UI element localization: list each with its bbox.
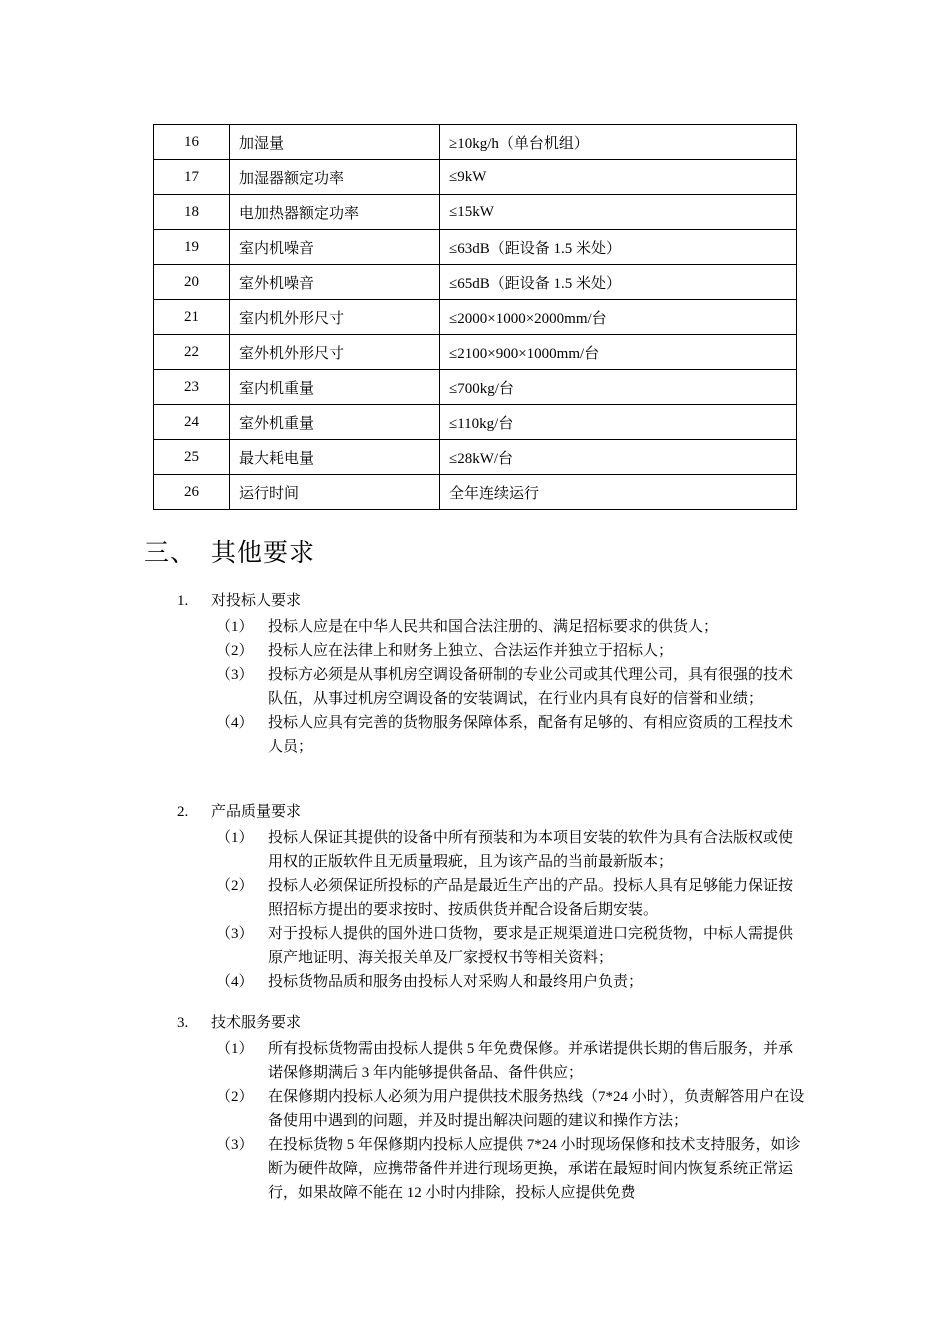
item-text: 对于投标人提供的国外进口货物，要求是正规渠道进口完税货物，中标人需提供原产地证明、海关报关单及厂家授权书等相关资料；	[268, 926, 794, 966]
list-item	[176, 970, 806, 994]
item-text: 投标货物品质和服务由投标人对采购人和最终用户负责；	[268, 974, 644, 990]
group-title-text: 对投标人要求	[211, 593, 302, 609]
item-number: （2）	[216, 878, 254, 894]
row-number: 25	[154, 440, 230, 475]
group-title	[177, 800, 807, 824]
row-name: 运行时间	[230, 475, 440, 510]
item-text: 在投标货物 5 年保修期内投标人应提供 7*24 小时现场保修和技术支持服务，如诊断为硬件故障，应携带备件并进行现场更换，承诺在最短时间内恢复系统正常运行，如果故障不能在 12 小时内排除，投标人应提供免费	[268, 1137, 801, 1201]
item-number: （3）	[216, 926, 254, 942]
list-item	[176, 922, 806, 970]
list-item	[176, 1133, 806, 1205]
list-item	[176, 826, 806, 874]
row-name: 电加热器额定功率	[230, 195, 440, 230]
row-name: 室外机噪音	[230, 265, 440, 300]
table-row	[154, 125, 797, 160]
section-heading	[144, 533, 315, 569]
row-number: 26	[154, 475, 230, 510]
row-number: 24	[154, 405, 230, 440]
item-list	[177, 1037, 807, 1205]
item-number: （4）	[216, 715, 254, 731]
list-item	[176, 615, 806, 639]
row-value: ≤65dB（距设备 1.5 米处）	[440, 265, 797, 300]
table-row	[154, 440, 797, 475]
row-number: 21	[154, 300, 230, 335]
item-number: （2）	[216, 1089, 254, 1105]
list-item	[176, 1037, 806, 1085]
table-row	[154, 160, 797, 195]
row-value: ≤2000×1000×2000mm/台	[440, 300, 797, 335]
row-name: 加湿器额定功率	[230, 160, 440, 195]
row-number: 16	[154, 125, 230, 160]
requirement-group-bidder	[177, 589, 807, 759]
table-row	[154, 405, 797, 440]
item-number: （3）	[216, 667, 254, 683]
group-number: 3.	[177, 1015, 189, 1031]
item-number: （4）	[216, 974, 254, 990]
item-text: 在保修期内投标人必须为用户提供技术服务热线（7*24 小时），负责解答用户在设备使用中遇到的问题，并及时提出解决问题的建议和操作方法；	[268, 1089, 805, 1129]
table-row	[154, 335, 797, 370]
group-title	[177, 589, 807, 613]
group-number: 1.	[177, 593, 189, 609]
item-text: 投标人保证其提供的设备中所有预装和为本项目安装的软件为具有合法版权或使用权的正版软件且无质量瑕疵，且为该产品的当前最新版本；	[268, 830, 794, 870]
table-row	[154, 475, 797, 510]
table-row	[154, 370, 797, 405]
item-number: （1）	[216, 830, 254, 846]
table-row	[154, 195, 797, 230]
row-number: 22	[154, 335, 230, 370]
row-number: 20	[154, 265, 230, 300]
item-text: 所有投标货物需由投标人提供 5 年免费保修。并承诺提供长期的售后服务，并承诺保修期满后 3 年内能够提供备品、备件供应；	[268, 1041, 794, 1081]
item-list	[177, 615, 807, 759]
group-number: 2.	[177, 804, 189, 820]
row-value: ≤9kW	[440, 160, 797, 195]
row-value: ≤110kg/台	[440, 405, 797, 440]
item-text: 投标人应具有完善的货物服务保障体系，配备有足够的、有相应资质的工程技术人员；	[268, 715, 794, 755]
row-number: 19	[154, 230, 230, 265]
spec-table	[153, 124, 797, 510]
row-value: ≤15kW	[440, 195, 797, 230]
table-row	[154, 265, 797, 300]
item-text: 投标方必须是从事机房空调设备研制的专业公司或其代理公司，具有很强的技术队伍，从事过机房空调设备的安装调试，在行业内具有良好的信誉和业绩；	[268, 667, 794, 707]
item-number: （3）	[216, 1137, 254, 1153]
item-number: （2）	[216, 643, 254, 659]
row-name: 室内机噪音	[230, 230, 440, 265]
item-text: 投标人应在法律上和财务上独立、合法运作并独立于招标人；	[268, 643, 674, 659]
group-title-text: 技术服务要求	[211, 1015, 302, 1031]
row-value: ≤28kW/台	[440, 440, 797, 475]
row-name: 最大耗电量	[230, 440, 440, 475]
row-number: 18	[154, 195, 230, 230]
item-number: （1）	[216, 619, 254, 635]
group-title-text: 产品质量要求	[211, 804, 302, 820]
row-value: 全年连续运行	[440, 475, 797, 510]
row-value: ≥10kg/h（单台机组）	[440, 125, 797, 160]
row-name: 室外机重量	[230, 405, 440, 440]
row-value: ≤63dB（距设备 1.5 米处）	[440, 230, 797, 265]
requirement-group-quality	[177, 800, 807, 994]
row-number: 17	[154, 160, 230, 195]
item-list	[177, 826, 807, 994]
section-number: 三、	[144, 540, 197, 567]
row-name: 室外机外形尺寸	[230, 335, 440, 370]
table-row	[154, 300, 797, 335]
row-name: 加湿量	[230, 125, 440, 160]
list-item	[176, 663, 806, 711]
section-title: 其他要求	[211, 540, 316, 567]
item-number: （1）	[216, 1041, 254, 1057]
group-title	[177, 1011, 807, 1035]
row-value: ≤2100×900×1000mm/台	[440, 335, 797, 370]
row-name: 室内机外形尺寸	[230, 300, 440, 335]
item-text: 投标人必须保证所投标的产品是最近生产出的产品。投标人具有足够能力保证按照招标方提出的要求按时、按质供货并配合设备后期安装。	[268, 878, 794, 918]
list-item	[176, 711, 806, 759]
item-text: 投标人应是在中华人民共和国合法注册的、满足招标要求的供货人；	[268, 619, 719, 635]
row-name: 室内机重量	[230, 370, 440, 405]
list-item	[176, 1085, 806, 1133]
list-item	[176, 874, 806, 922]
requirement-group-service	[177, 1011, 807, 1205]
list-item	[176, 639, 806, 663]
table-row	[154, 230, 797, 265]
row-value: ≤700kg/台	[440, 370, 797, 405]
row-number: 23	[154, 370, 230, 405]
